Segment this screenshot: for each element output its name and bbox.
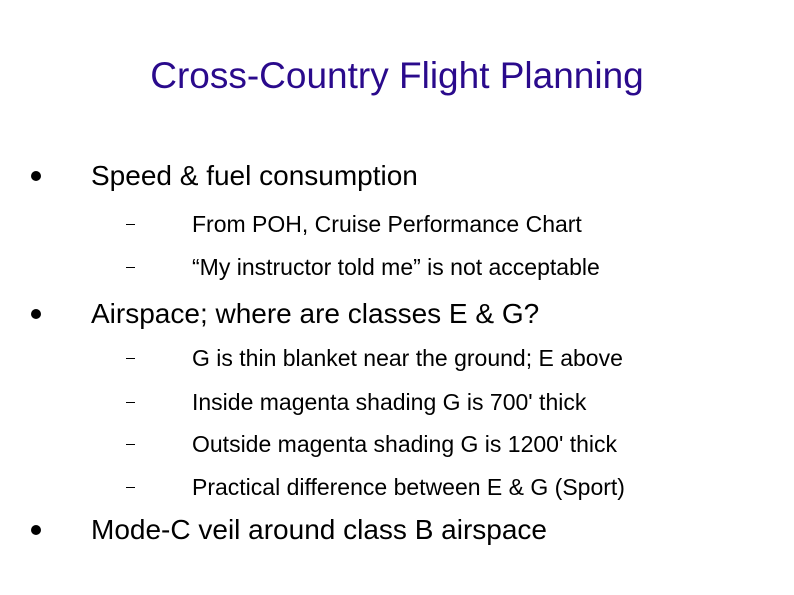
sub-bullet-text: Outside magenta shading G is 1200' thick <box>192 431 618 457</box>
sub-bullet-text: “My instructor told me” is not acceptable <box>192 254 600 280</box>
slide-title: Cross-Country Flight Planning <box>150 55 644 96</box>
bullet-dot-icon <box>31 309 41 319</box>
sub-bullet-text: Practical difference between E & G (Sport) <box>192 474 625 500</box>
dash-bullet-icon <box>126 487 135 488</box>
bullet-item <box>0 510 794 550</box>
bullet-item <box>0 294 794 334</box>
sub-bullet-text: From POH, Cruise Performance Chart <box>192 211 582 237</box>
sub-bullet-item <box>0 386 794 418</box>
sub-bullet-item <box>0 208 794 240</box>
sub-bullet-text: Inside magenta shading G is 700' thick <box>192 389 587 415</box>
bullet-text: Airspace; where are classes E & G? <box>91 298 540 329</box>
bullet-item <box>0 156 794 196</box>
sub-bullet-item <box>0 251 794 283</box>
dash-bullet-icon <box>126 444 135 445</box>
bullet-dot-icon <box>31 171 41 181</box>
dash-bullet-icon <box>126 267 135 268</box>
sub-bullet-item <box>0 342 794 374</box>
sub-bullet-text: G is thin blanket near the ground; E above <box>192 345 623 371</box>
bullet-text: Speed & fuel consumption <box>91 160 418 191</box>
sub-bullet-item <box>0 471 794 503</box>
sub-bullet-item <box>0 428 794 460</box>
dash-bullet-icon <box>126 402 135 403</box>
dash-bullet-icon <box>126 358 135 359</box>
bullet-dot-icon <box>31 525 41 535</box>
bullet-text: Mode-C veil around class B airspace <box>91 514 547 545</box>
dash-bullet-icon <box>126 224 135 225</box>
